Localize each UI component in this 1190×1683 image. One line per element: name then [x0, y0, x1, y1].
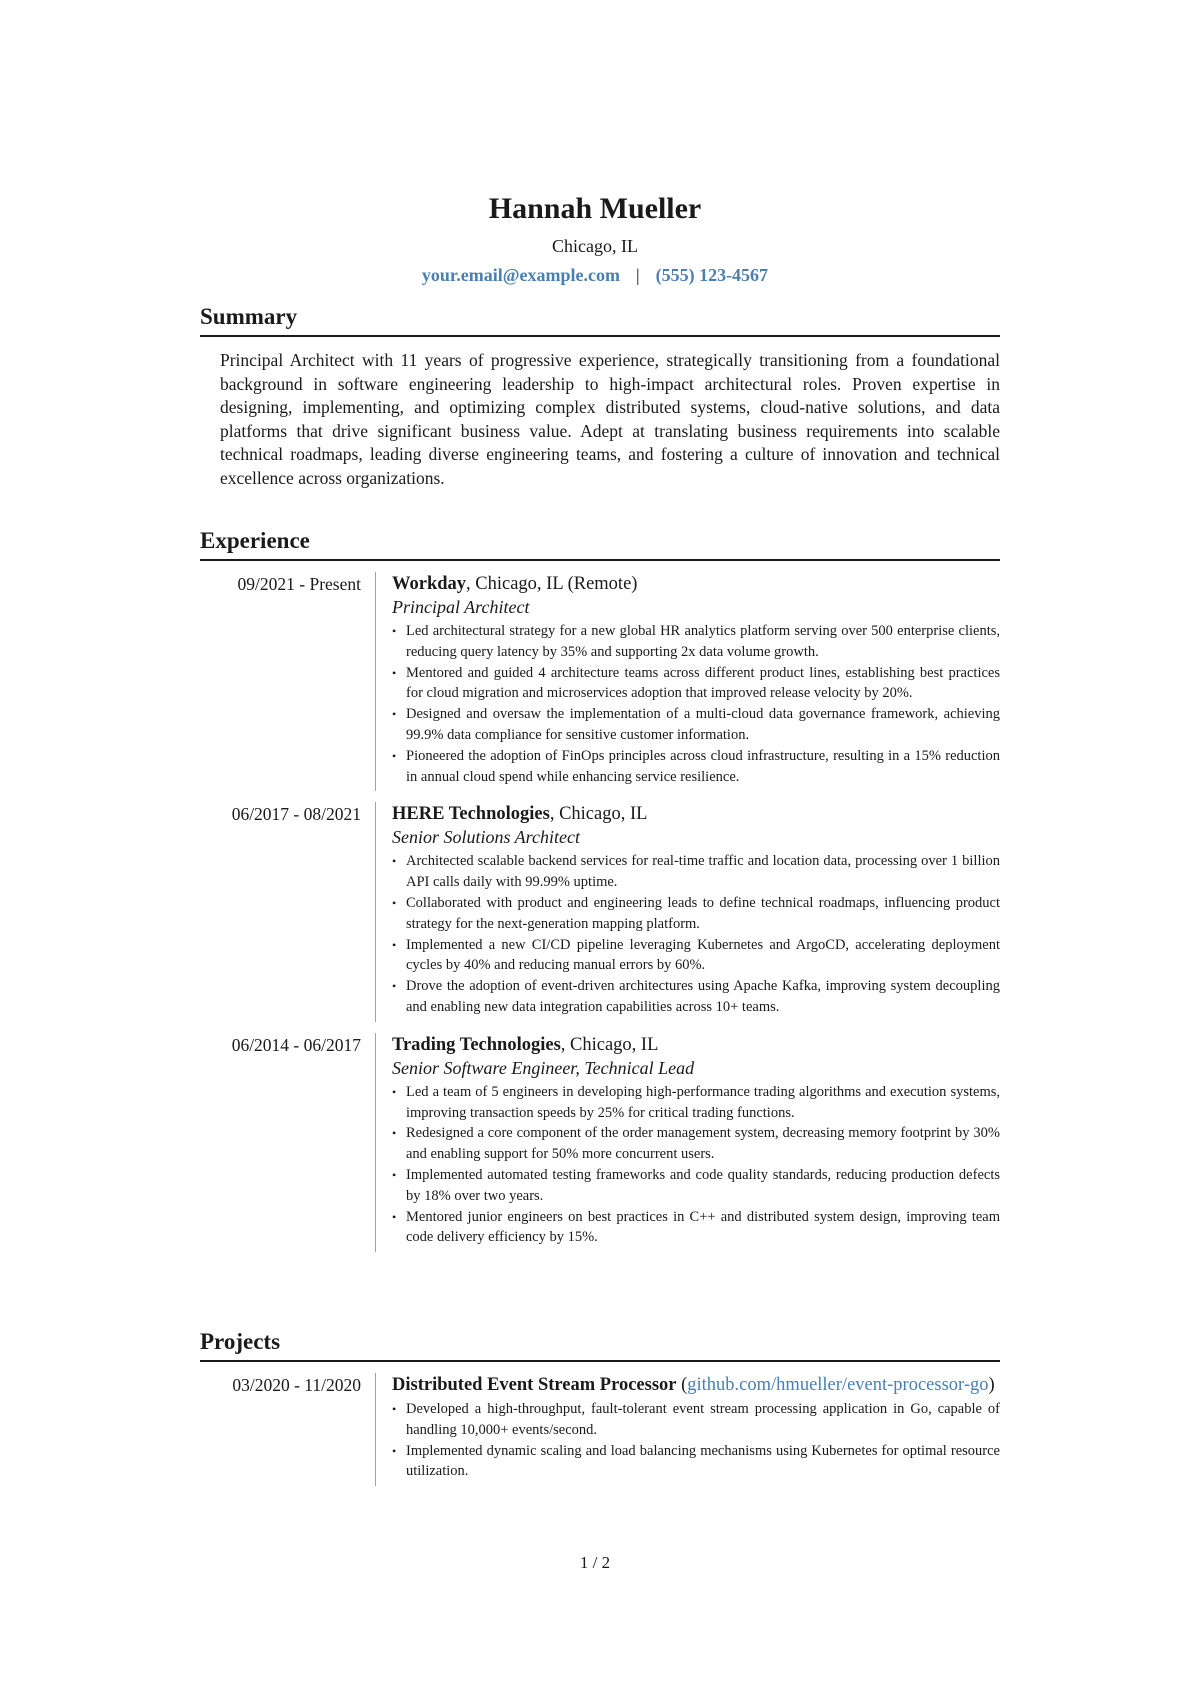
summary-section — [200, 302, 1000, 490]
job-title: Principal Architect — [392, 597, 530, 617]
section-title-projects: Projects — [200, 1327, 1000, 1362]
section-title-summary: Summary — [200, 302, 1000, 337]
project-link[interactable]: github.com/hmueller/event-processor-go — [687, 1375, 989, 1395]
project-entry — [200, 1373, 1000, 1486]
candidate-name: Hannah Mueller — [488, 192, 702, 225]
bullet-item: • Developed a high-throughput, fault-tolerant event stream processing application in Go, capable of handling 10,000+ events/second. — [392, 1399, 1000, 1441]
entry-heading — [392, 802, 1000, 826]
entry-body — [375, 1033, 1000, 1252]
job-title: Senior Software Engineer, Technical Lead — [392, 1057, 695, 1078]
job-title: Senior Solutions Architect — [392, 827, 580, 848]
entry-body — [375, 572, 1000, 791]
bullet-item: • Mentored and guided 4 architecture teams across different product lines, establishing best practices for cloud migration and microservices adoption that improved release velocity by 20%. — [392, 663, 1000, 705]
bullet-item: • Led a team of 5 engineers in developing high-performance trading algorithms and execution systems, improving transaction speeds by 25% for critical trading functions. — [392, 1082, 1000, 1124]
bullet-list — [392, 621, 1000, 787]
bullet-item: • Drove the adoption of event-driven architectures using Apache Kafka, improving system decoupling and enabling new data integration capabilities across 10+ teams. — [392, 976, 1000, 1018]
entry-date: 03/2020 - 11/2020 — [232, 1375, 361, 1395]
bullet-item: • Pioneered the adoption of FinOps principles across cloud infrastructure, resulting in a 15% reduction in annual cloud spend while enhancing service resilience. — [392, 746, 1000, 788]
bullet-item: • Implemented a new CI/CD pipeline leveraging Kubernetes and ArgoCD, accelerating deployment cycles by 40% and reducing manual errors by 60%. — [392, 935, 1000, 977]
entry-date: 09/2021 - Present — [237, 574, 361, 594]
projects-section — [200, 1327, 1000, 1486]
contact-separator: | — [635, 265, 640, 285]
email-link[interactable]: your.email@example.com — [421, 265, 620, 285]
entry-body — [375, 802, 1000, 1021]
entry-heading — [392, 572, 1000, 596]
summary-text: Principal Architect with 11 years of progressive experience, strategically transitioning from a foundational background in software engineering leadership to high-impact architectural roles. Proven expertise in designing, implementing, and optimizing complex distributed systems, cloud-native solutions, and data platforms that drive significant business value. Adept at translating business requirements into scalable technical roadmaps, leading diverse engineering teams, and fostering a culture of innovation and technical excellence across organizations. — [220, 350, 1000, 488]
bullet-item: • Led architectural strategy for a new global HR analytics platform serving over 500 enterprise clients, reducing query latency by 35% and supporting 2x data volume growth. — [392, 621, 1000, 663]
paren-close: ) — [988, 1375, 995, 1395]
resume-header — [0, 190, 1190, 287]
company-name: Trading Technologies — [392, 1034, 561, 1055]
paren-open: ( — [676, 1375, 688, 1395]
project-name: Distributed Event Stream Processor — [392, 1375, 677, 1395]
page-number: 1 / 2 — [579, 1553, 611, 1572]
company-location: , Chicago, IL (Remote) — [466, 574, 638, 594]
company-location: , Chicago, IL — [560, 1034, 659, 1055]
bullet-item: • Implemented automated testing frameworks and code quality standards, reducing production defects by 18% over two years. — [392, 1165, 1000, 1207]
company-name: Workday — [392, 574, 467, 594]
experience-entry — [200, 802, 1000, 1021]
project-heading — [392, 1373, 1000, 1397]
contact-line — [0, 263, 1190, 287]
bullet-item: • Redesigned a core component of the order management system, decreasing memory footprint by 30% and enabling support for 50% more concurrent users. — [392, 1123, 1000, 1165]
entry-body — [375, 1373, 1000, 1486]
section-title-experience: Experience — [200, 526, 1000, 561]
experience-entry — [200, 1033, 1000, 1252]
bullet-item: • Mentored junior engineers on best practices in C++ and distributed system design, improving team code delivery efficiency by 15%. — [392, 1207, 1000, 1249]
bullet-item: • Collaborated with product and engineering leads to define technical roadmaps, influencing product strategy for the next-generation mapping platform. — [392, 893, 1000, 935]
phone-link[interactable]: (555) 123-4567 — [655, 265, 769, 285]
experience-entry — [200, 572, 1000, 791]
candidate-location: Chicago, IL — [552, 236, 638, 256]
bullet-item: • Implemented dynamic scaling and load balancing mechanisms using Kubernetes for optimal resource utilization. — [392, 1441, 1000, 1483]
bullet-list — [392, 1082, 1000, 1248]
bullet-list — [392, 851, 1000, 1017]
bullet-item: • Architected scalable backend services for real-time traffic and location data, processing over 1 billion API calls daily with 99.99% uptime. — [392, 851, 1000, 893]
entry-date: 06/2014 - 06/2017 — [231, 1034, 361, 1055]
experience-section — [200, 526, 1000, 1252]
company-location: , Chicago, IL — [549, 804, 648, 825]
bullet-list — [392, 1399, 1000, 1482]
company-name: HERE Technologies — [392, 804, 550, 825]
bullet-item: • Designed and oversaw the implementation of a multi-cloud data governance framework, achieving 99.9% data compliance for sensitive customer information. — [392, 704, 1000, 746]
entry-heading — [392, 1033, 1000, 1057]
entry-date: 06/2017 - 08/2021 — [231, 804, 361, 825]
